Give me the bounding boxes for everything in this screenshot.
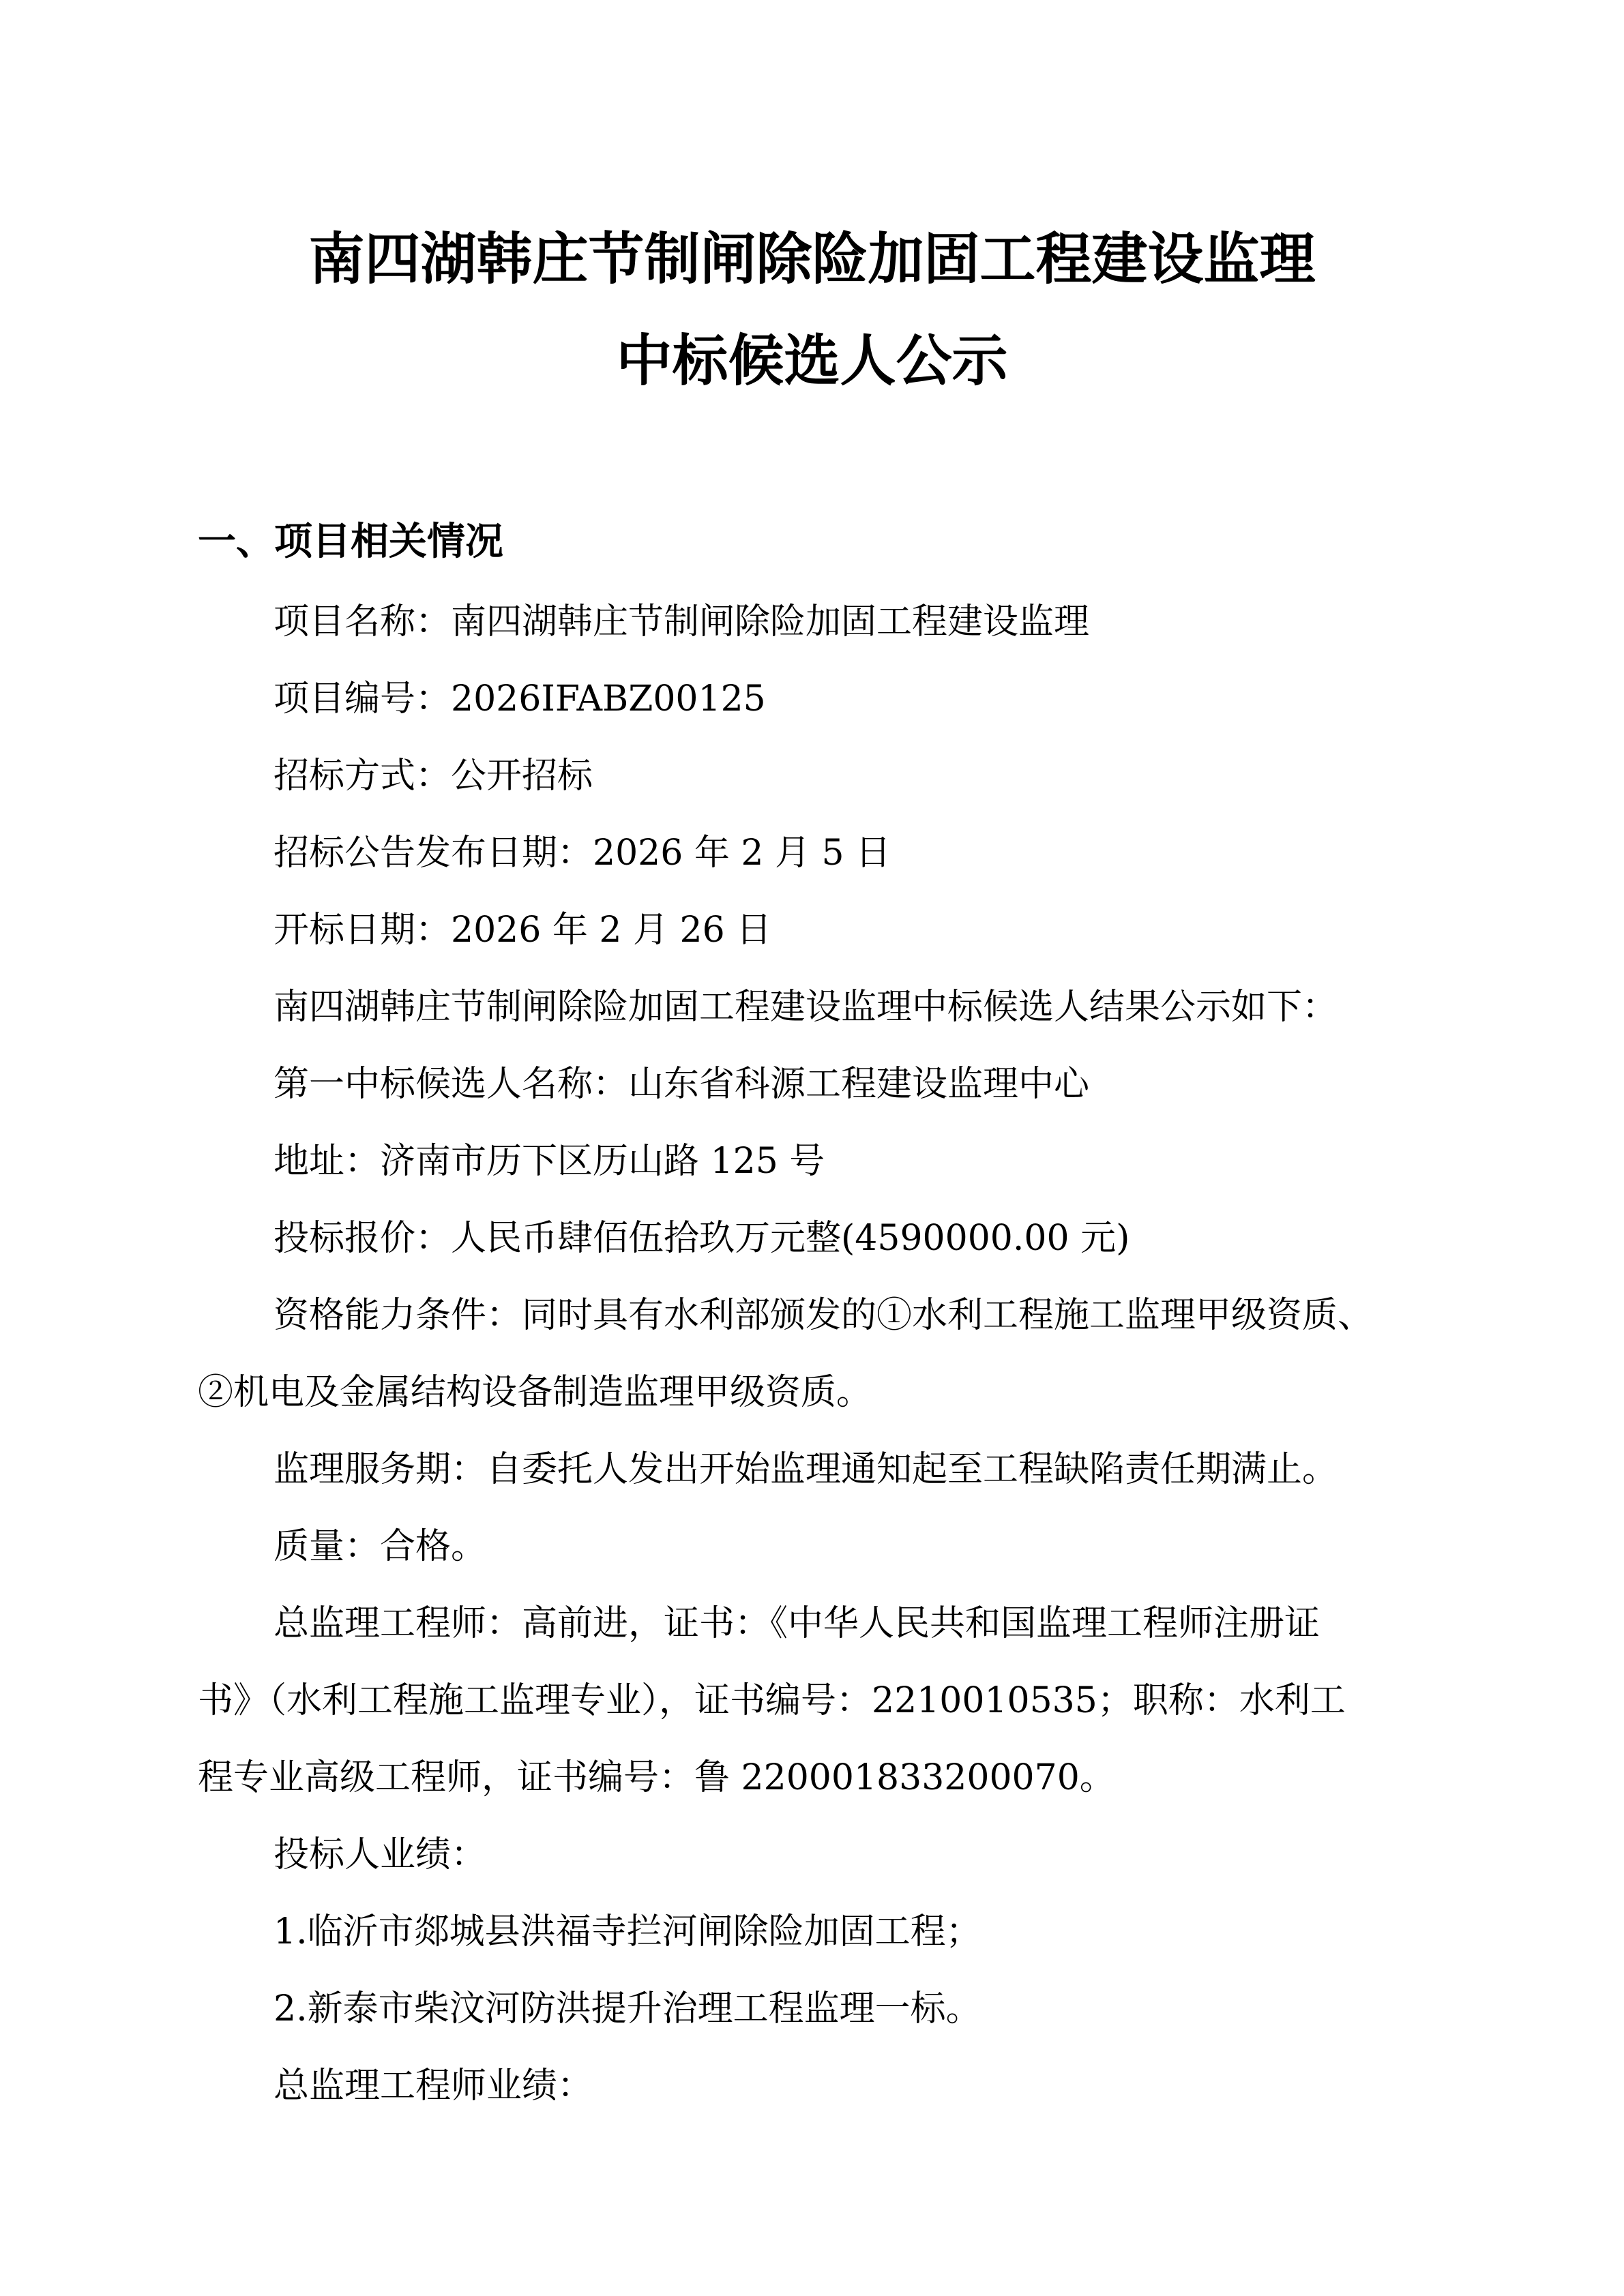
result-intro: 南四湖韩庄节制闸除险加固工程建设监理中标候选人结果公示如下： bbox=[274, 987, 1338, 1028]
bidder-performance-label: 投标人业绩： bbox=[274, 1834, 487, 1875]
announce-date: 招标公告发布日期：2026 年 2 月 5 日 bbox=[274, 833, 891, 874]
bid-price: 投标报价：人民币肆佰伍拾玖万元整(4590000.00 元) bbox=[274, 1218, 1130, 1259]
bidder-performance-item: 1.临沂市郯城县洪福寺拦河闸除险加固工程； bbox=[274, 1911, 981, 1952]
document-title-line-1: 南四湖韩庄节制闸除险加固工程建设监理 bbox=[308, 226, 1316, 292]
quality: 质量：合格。 bbox=[274, 1526, 487, 1567]
bid-method: 招标方式：公开招标 bbox=[274, 756, 593, 796]
qualification-line-1: 资格能力条件：同时具有水利部颁发的①水利工程施工监理甲级资质、 bbox=[274, 1295, 1374, 1336]
qualification-line-2: ②机电及金属结构设备制造监理甲级资质。 bbox=[198, 1372, 872, 1413]
section-heading: 一、项目相关情况 bbox=[198, 520, 503, 564]
document-title-line-2: 中标候选人公示 bbox=[616, 328, 1008, 393]
first-candidate: 第一中标候选人名称：山东省科源工程建设监理中心 bbox=[274, 1064, 1090, 1105]
service-period: 监理服务期：自委托人发出开始监理通知起至工程缺陷责任期满止。 bbox=[274, 1449, 1338, 1490]
chief-engineer-line-3: 程专业高级工程师，证书编号：鲁 220001833200070。 bbox=[198, 1757, 1115, 1798]
open-date: 开标日期：2026 年 2 月 26 日 bbox=[274, 910, 772, 951]
project-name: 项目名称：南四湖韩庄节制闸除险加固工程建设监理 bbox=[274, 601, 1090, 642]
chief-engineer-performance-label: 总监理工程师业绩： bbox=[274, 2066, 593, 2106]
chief-engineer-line-2: 书》（水利工程施工监理专业），证书编号：2210010535；职称：水利工 bbox=[198, 1680, 1346, 1721]
address: 地址：济南市历下区历山路 125 号 bbox=[274, 1141, 825, 1182]
project-number: 项目编号：2026IFABZ00125 bbox=[274, 679, 766, 719]
bidder-performance-item: 2.新泰市柴汶河防洪提升治理工程监理一标。 bbox=[274, 1988, 981, 2029]
chief-engineer-line-1: 总监理工程师：高前进，证书：《中华人民共和国监理工程师注册证 bbox=[274, 1603, 1320, 1644]
